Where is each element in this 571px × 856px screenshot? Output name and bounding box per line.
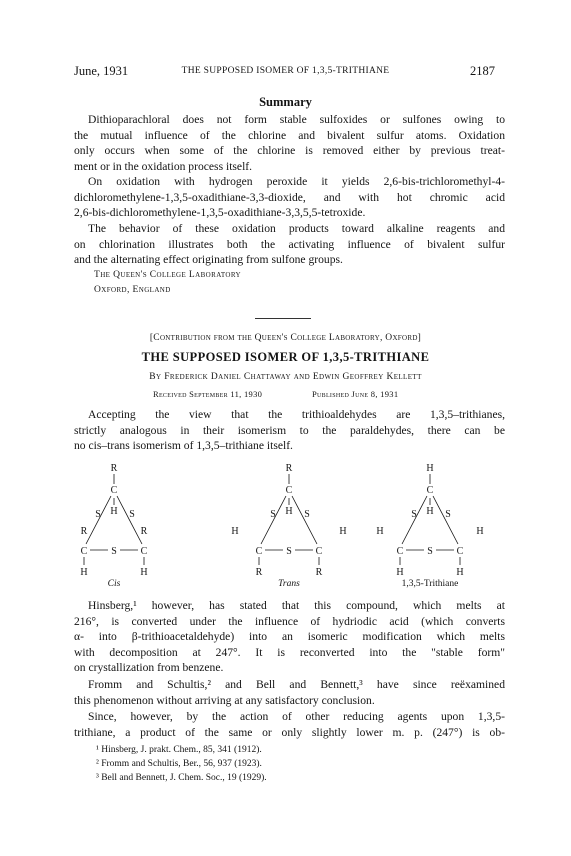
substituent-label: R [285,463,293,474]
intro-paragraph [74,407,505,454]
carbon-label: C [426,485,434,496]
hydrogen-label: H [339,526,347,537]
footnote-2: ² Fromm and Schultis, Ber., 56, 937 (1923). [96,759,262,769]
text-line: On oxidation with hydrogen peroxide it yields 2,6-bis-trichloromethyl-4- [88,175,505,188]
published-date: Published June 8, 1931 [312,389,399,399]
hydrogen-label: H [140,567,148,578]
carbon-label: C [396,546,404,557]
text-line: 2,6-bis-dichloromethylene-1,3,5-oxadithiane-3,3,5,5-tetroxide. [74,206,366,220]
text-line: dichloromethylene-1,3,5-oxadithiane-3,3-dioxide, and with hot chromic acid [74,190,505,204]
article-title: THE SUPPOSED ISOMER OF 1,3,5-TRITHIANE [141,350,430,364]
text-line: α- into β-trithioacetaldehyde) into an isomeric modification which melts [74,630,505,644]
text-line: on crystallization from benzene. [74,661,224,675]
carbon-label: C [140,546,148,557]
substituent-label: R [110,463,118,474]
trans-caption: Trans [278,579,300,589]
sulfur-label: S [411,509,417,520]
text-line: Hinsberg,¹ however, has stated that this compound, which melts at [88,599,505,612]
text-line: this phenomenon without arriving at any satisfactory conclusion. [74,693,375,707]
summary-heading: Summary [259,95,312,109]
hydrogen-label: H [426,463,434,474]
text-line: Accepting the view that the trithioaldehydes are 1,3,5–trithianes, [88,408,505,421]
substituent-label: R [80,526,88,537]
hydrogen-label: H [456,567,464,578]
footnote-1: ¹ Hinsberg, J. prakt. Chem., 85, 341 (1912). [96,745,262,755]
article-authors: By Frederick Daniel Chattaway and Edwin Geoffrey Kellett [149,372,422,382]
sulfur-label: S [304,509,310,520]
sulfur-label: S [445,509,451,520]
text-line: with decomposition at 247°. It is reconverted into the "stable form" [74,645,505,659]
summary-paragraph-1 [74,112,505,174]
hydrogen-label: H [80,567,88,578]
hydrogen-label: H [476,526,484,537]
body-paragraph-2 [74,677,505,708]
hydrogen-label: H [110,506,118,517]
carbon-label: C [255,546,263,557]
text-line: Dithioparachloral does not form stable sulfoxides or sulfones owing to [88,113,505,126]
page-number: 2187 [470,64,495,78]
section-divider [255,318,311,319]
running-title: THE SUPPOSED ISOMER OF 1,3,5-TRITHIANE [181,66,390,76]
trans-structure [231,463,346,589]
carbon-label: C [456,546,464,557]
hydrogen-label: H [231,526,239,537]
text-line: Since, however, by the action of other reducing agents upon 1,3,5- [88,710,505,723]
hydrogen-label: H [396,567,404,578]
hydrogen-label: H [376,526,384,537]
substituent-label: R [315,567,323,578]
text-line: on chlorination illustrates both the activating influence of bivalent sulfur [74,237,505,251]
text-line: 216°, is converted under the influence of hydriodic acid (which converts [74,614,505,628]
cis-structure [80,463,147,589]
hydrogen-label: H [285,506,293,517]
text-line: The behavior of these oxidation products toward alkaline reagents and [88,222,505,235]
sulfur-label: S [286,546,292,557]
text-line: trithiane, a product of the same or only slightly lower m. p. (247°) is ob- [74,725,505,739]
text-line: and the alternating effect originating from sulfone groups. [74,253,343,267]
affiliation-city: Oxford, England [94,285,171,295]
carbon-label: C [110,485,118,496]
substituent-label: R [255,567,263,578]
sulfur-label: S [111,546,117,557]
trithiane-structure [376,463,483,589]
text-line: strictly analogous in their isomerism to the paraldehydes, there can be [74,423,505,437]
cis-caption: Cis [107,579,121,589]
trithiane-caption: 1,3,5-Trithiane [401,579,459,589]
carbon-label: C [80,546,88,557]
sulfur-label: S [427,546,433,557]
trithiane-structures-figure [74,459,505,589]
affiliation-laboratory: The Queen's College Laboratory [94,270,242,280]
text-line: no cis–trans isomerism of 1,3,5–trithiane itself. [74,439,293,453]
carbon-label: C [285,485,293,496]
text-line: ment or in the oxidation process itself. [74,159,253,173]
text-line: Fromm and Schultis,² and Bell and Bennett,³ have since reëxamined [88,678,505,691]
text-line: the mutual influence of the chlorine and bivalent sulfur atoms. Oxidation [74,128,505,142]
substituent-label: R [140,526,148,537]
summary-paragraph-2 [74,174,505,221]
sulfur-label: S [129,509,135,520]
body-paragraph-3 [74,709,505,740]
sulfur-label: S [270,509,276,520]
footnote-3: ³ Bell and Bennett, J. Chem. Soc., 19 (1929). [96,773,267,783]
carbon-label: C [315,546,323,557]
header-date: June, 1931 [74,64,129,78]
hydrogen-label: H [426,506,434,517]
received-date: Received September 11, 1930 [153,389,263,399]
text-line: only occurs when some of the chlorine is removed either by previous treat- [74,144,505,158]
contribution-line: [Contribution from the Queen's College Laboratory, Oxford] [149,333,422,343]
body-paragraph-1 [74,598,505,676]
summary-paragraph-3 [74,221,505,268]
sulfur-label: S [95,509,101,520]
